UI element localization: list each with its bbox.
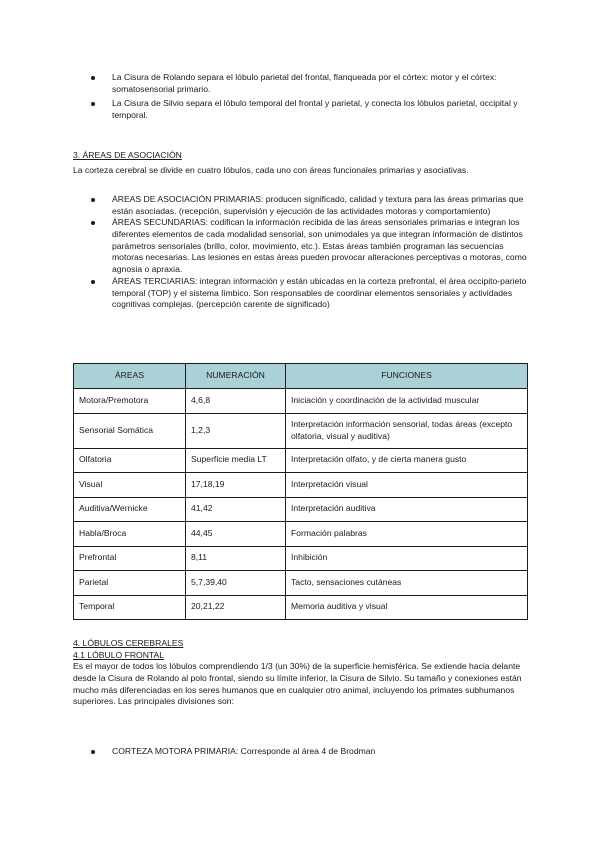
- table-cell: 44,45: [186, 522, 286, 547]
- table-cell: Motora/Premotora: [74, 389, 186, 414]
- table-cell: 17,18,19: [186, 473, 286, 498]
- item-text: : Corresponde al área 4 de Brodman: [235, 746, 376, 756]
- table-row: [74, 413, 528, 448]
- list-item: [73, 276, 533, 311]
- column-header: NUMERACIÓN: [186, 364, 286, 389]
- table-cell: Tacto, sensaciones cutáneas: [286, 571, 528, 596]
- association-areas-list: [73, 194, 533, 311]
- table-cell: Parietal: [74, 571, 186, 596]
- table-cell: Prefrontal: [74, 546, 186, 571]
- table-cell: Temporal: [74, 595, 186, 620]
- table-cell: Interpretación olfato, y de cierta manera gusto: [286, 448, 528, 473]
- areas-table: [73, 363, 528, 620]
- table-row: [74, 595, 528, 620]
- subsection-heading: 4.1 LÓBULO FRONTAL: [73, 649, 165, 660]
- list-item: [73, 194, 533, 217]
- table-cell: Auditiva/Wernicke: [74, 497, 186, 522]
- section-heading: 4. LÓBULOS CEREBRALES: [73, 638, 184, 648]
- cisuras-list: [73, 72, 533, 125]
- frontal-divisions-list: [73, 746, 533, 758]
- item-label: ÁREAS SECUNDARIAS: [112, 217, 206, 228]
- table-row: [74, 497, 528, 522]
- table-cell: Interpretación información sensorial, todas áreas (excepto olfatoria, visual y auditiva): [286, 413, 528, 448]
- paragraph: Es el mayor de todos los lóbulos comprendiendo 1/3 (un 30%) de la superficie hemisférica. Se extiende hacia delante desde la Cisura de Rolando al polo frontal, siendo su límite inferior, la Cisura de Silvio. Su tamaño y conexiones están mucho más diferenciadas en los seres humanos que en cualquier otro animal, incluyendo los primates subhumanos superiores. Las principales divisiones son:: [73, 661, 522, 707]
- table-cell: Inhibición: [286, 546, 528, 571]
- item-text: : integran información y están ubicadas en la corteza prefrontal, el área occipito-parieto temporal (TOP) y el sistema límbico. Son responsables de coordinar elementos sensoriales y actividades cognitivas complejas. (percepción carente de significado): [112, 275, 527, 310]
- paragraph: La corteza cerebral se divide en cuatro lóbulos, cada uno con áreas funcionales primarias y asociativas.: [73, 165, 469, 175]
- table-row: [74, 571, 528, 596]
- table-cell: Habla/Broca: [74, 522, 186, 547]
- item-label: ÁREAS TERCIARIAS: [112, 275, 195, 286]
- table-cell: Visual: [74, 473, 186, 498]
- table-header-row: [74, 364, 528, 389]
- item-text: : codifican la información recibida de las áreas sensoriales primarias e integran los diferentes elementos de cada modalidad sensorial, son unimodales ya que integran información de distintos parámetros sensoriales (brillo, color, movimiento, etc.). Estas áreas también programan las secuencias motoras necesarias. Las lesiones en estas áreas pueden provocar alteraciones perceptivas o motoras, como agnosia o apraxia.: [112, 217, 527, 275]
- item-label: ÁREAS DE ASOCIACIÓN PRIMARIAS: [112, 194, 261, 204]
- list-item: La Cisura de Silvio separa el lóbulo temporal del frontal y parietal, y conecta los lóbulos parietal, occipital y temporal.: [73, 98, 533, 121]
- item-label: CORTEZA MOTORA PRIMARIA: [112, 746, 236, 756]
- table-row: [74, 448, 528, 473]
- table-cell: Olfatoria: [74, 448, 186, 473]
- table-cell: 5,7,39,40: [186, 571, 286, 596]
- table-cell: 4,6,8: [186, 389, 286, 414]
- item-text: : producen significado, calidad y textura para las áreas primarias que están asociadas. (recepción, supervisión y ejecución de las actividades motoras y comportamiento): [112, 194, 524, 216]
- list-item: [73, 217, 533, 275]
- section-4: [73, 638, 533, 708]
- list-item: La Cisura de Rolando separa el lóbulo parietal del frontal, flanqueada por el córtex: motor y el córtex: somatosensorial primario.: [73, 72, 533, 95]
- table-cell: Memoria auditiva y visual: [286, 595, 528, 620]
- table-row: [74, 473, 528, 498]
- table-cell: Formación palabras: [286, 522, 528, 547]
- list-item: [73, 746, 533, 758]
- table-cell: Superficie media LT: [186, 448, 286, 473]
- table-row: [74, 389, 528, 414]
- table-cell: 1,2,3: [186, 413, 286, 448]
- column-header: FUNCIONES: [286, 364, 528, 389]
- table-row: [74, 546, 528, 571]
- table-row: [74, 522, 528, 547]
- table-cell: 8,11: [186, 546, 286, 571]
- column-header: ÁREAS: [74, 364, 186, 389]
- table-cell: 41,42: [186, 497, 286, 522]
- table-cell: Sensorial Somática: [74, 413, 186, 448]
- table-cell: Interpretación auditiva: [286, 497, 528, 522]
- table-cell: Iniciación y coordinación de la actividad muscular: [286, 389, 528, 414]
- section-heading: 3. ÁREAS DE ASOCIACIÓN: [73, 150, 182, 160]
- table-cell: 20,21,22: [186, 595, 286, 620]
- table-cell: Interpretación visual: [286, 473, 528, 498]
